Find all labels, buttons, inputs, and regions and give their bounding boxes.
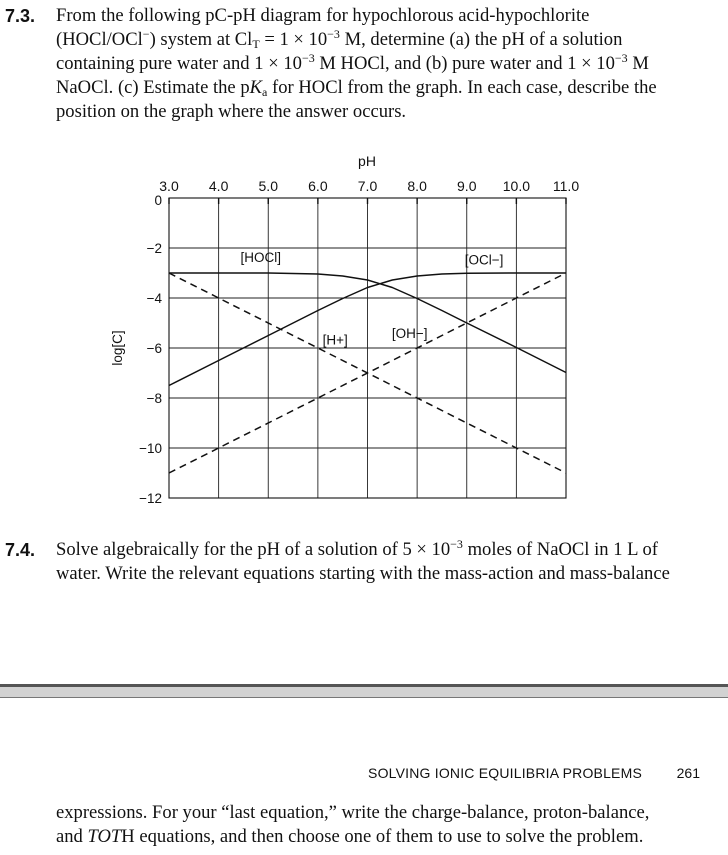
y-tick-label: −12: [139, 491, 162, 506]
chart-svg: [100, 148, 600, 512]
line-5: position on the graph where the answer occurs.: [56, 101, 407, 122]
y-tick-label: −10: [139, 441, 162, 456]
line-1: From the following pC-pH diagram for hypochlorous acid-hypochlorite: [56, 5, 590, 26]
page-break-band: [0, 687, 728, 697]
y-tick-label: −4: [146, 291, 162, 306]
line-4: NaOCl. (c) Estimate the $pK_a$ for HOCl from the graph. In each case, describe the: [56, 77, 657, 99]
problem-number: 7.4.: [5, 540, 36, 560]
running-title: SOLVING IONIC EQUILIBRIA PROBLEMS: [368, 765, 642, 781]
x-tick-label: 3.0: [159, 178, 179, 194]
line-3: containing pure water and $1 \times 10^{-3}$ M HOCl, and (b) pure water and $1 \times 10^{-3}$ M: [56, 51, 649, 74]
series-label: [HOCl]: [240, 249, 282, 265]
x-axis-label: pH: [358, 153, 376, 169]
y-tick-label: −6: [146, 341, 162, 356]
problem-text: [56, 4, 702, 124]
x-tick-label: 6.0: [308, 178, 328, 194]
running-header: [0, 765, 700, 787]
problem-text: [56, 538, 702, 586]
x-tick-label: 9.0: [457, 178, 477, 194]
line-1: Solve algebraically for the pH of a solution of $5 \times 10^{-3}$ moles of NaOCl in 1 L of: [56, 537, 658, 560]
y-axis-label: log[C]: [110, 330, 125, 366]
line-2: and TOTH equations, and then choose one of them to use to solve the problem.: [56, 826, 644, 847]
series-label: [H+]: [322, 332, 348, 348]
y-tick-label: 0: [154, 193, 162, 208]
x-tick-label: 11.0: [552, 178, 580, 194]
x-tick-label: 5.0: [258, 178, 278, 194]
pc-ph-diagram: [100, 148, 600, 512]
x-tick-label: 10.0: [502, 178, 530, 194]
y-tick-label: −2: [146, 241, 162, 256]
page-number: 261: [676, 765, 700, 781]
line-1: expressions. For your “last equation,” write the charge-balance, proton-balance,: [56, 802, 650, 823]
series-label: [OH−]: [391, 326, 428, 341]
page-break-rule-bottom: [0, 697, 728, 698]
x-tick-label: 7.0: [357, 178, 378, 194]
x-tick-label: 8.0: [407, 178, 427, 194]
line-2: (HOCl/OCl−) system at $Cl_T = 1 \times 10^{-3}$ M, determine (a) the pH of a solution: [56, 27, 623, 51]
series-label: [OCl−]: [464, 252, 504, 268]
y-tick-label: −8: [146, 391, 162, 406]
continuation-text: [56, 801, 702, 849]
problem-number: 7.3.: [5, 6, 36, 26]
line-2: water. Write the relevant equations starting with the mass-action and mass-balance: [56, 563, 670, 584]
x-tick-label: 4.0: [208, 178, 229, 194]
